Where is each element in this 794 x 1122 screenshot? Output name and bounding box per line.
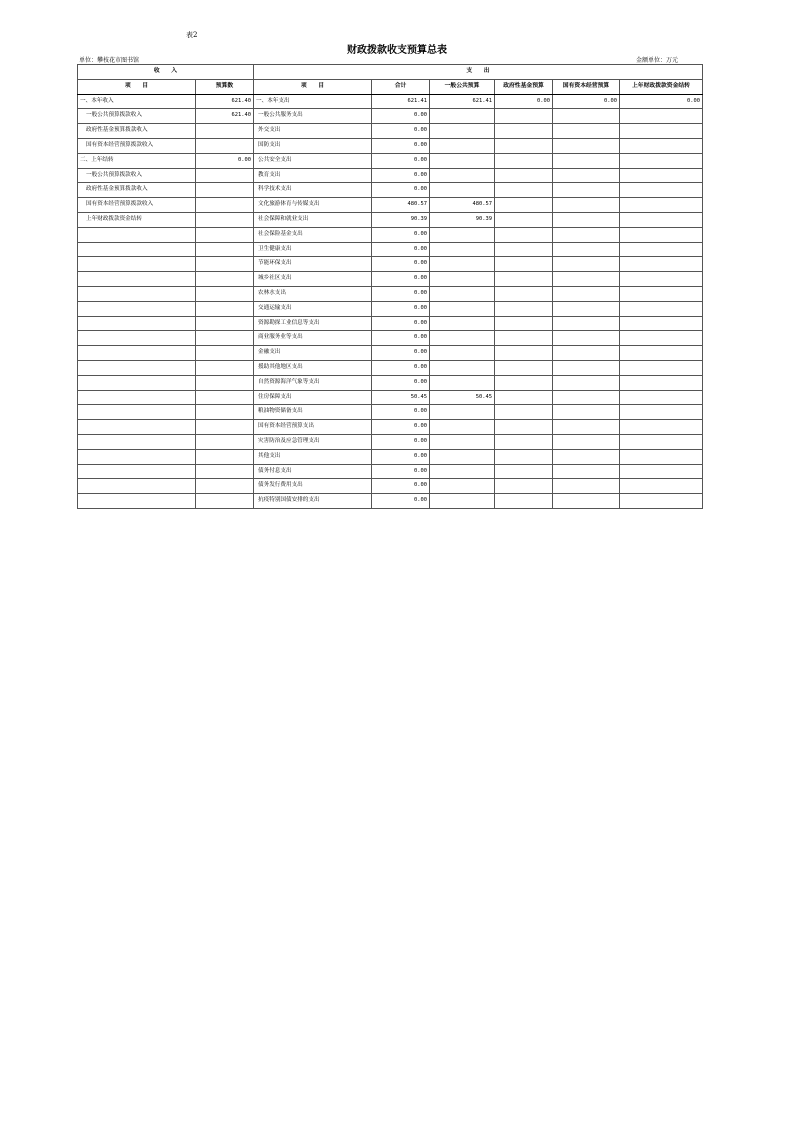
amount-unit-label: 金额单位：万元 — [636, 57, 679, 64]
income-item — [78, 346, 196, 361]
gov-fund-amount — [495, 227, 553, 242]
total-amount: 0.00 — [372, 494, 430, 509]
table-row — [78, 286, 703, 301]
general-budget-amount — [430, 360, 495, 375]
general-budget-amount — [430, 227, 495, 242]
state-capital-amount — [553, 138, 620, 153]
income-item — [78, 316, 196, 331]
income-amount — [196, 124, 254, 139]
expense-item: 教育支出 — [254, 168, 372, 183]
total-amount: 0.00 — [372, 272, 430, 287]
table-row — [78, 449, 703, 464]
state-capital-amount — [553, 346, 620, 361]
carryover-amount: 0.00 — [620, 94, 703, 109]
income-amount — [196, 420, 254, 435]
income-amount — [196, 212, 254, 227]
income-item — [78, 390, 196, 405]
carryover-amount — [620, 420, 703, 435]
state-capital-amount — [553, 183, 620, 198]
carryover-amount — [620, 360, 703, 375]
carryover-amount — [620, 212, 703, 227]
carryover-amount — [620, 227, 703, 242]
table-row — [78, 360, 703, 375]
income-item — [78, 434, 196, 449]
state-capital-amount — [553, 168, 620, 183]
gov-fund-amount — [495, 390, 553, 405]
state-capital-amount — [553, 360, 620, 375]
income-amount — [196, 405, 254, 420]
expense-item: 商业服务业等支出 — [254, 331, 372, 346]
gov-fund-amount — [495, 479, 553, 494]
expense-item: 科学技术支出 — [254, 183, 372, 198]
general-budget-amount — [430, 301, 495, 316]
gov-fund-amount — [495, 198, 553, 213]
income-item: 一、本年收入 — [78, 94, 196, 109]
table-row — [78, 168, 703, 183]
general-budget-amount: 50.45 — [430, 390, 495, 405]
state-capital-amount — [553, 301, 620, 316]
gov-fund-amount — [495, 183, 553, 198]
page-title: 财政拨款收支预算总表 — [347, 45, 447, 56]
expense-header: 支 出 — [254, 65, 703, 80]
table-row — [78, 138, 703, 153]
table-row — [78, 94, 703, 109]
total-amount: 0.00 — [372, 168, 430, 183]
total-amount: 0.00 — [372, 242, 430, 257]
gov-fund-amount — [495, 464, 553, 479]
general-budget-amount — [430, 183, 495, 198]
col-general-budget: 一般公共预算 — [430, 79, 495, 94]
carryover-amount — [620, 346, 703, 361]
total-amount: 0.00 — [372, 124, 430, 139]
state-capital-amount: 0.00 — [553, 94, 620, 109]
carryover-amount — [620, 198, 703, 213]
income-amount — [196, 449, 254, 464]
general-budget-amount — [430, 464, 495, 479]
income-amount — [196, 138, 254, 153]
expense-item: 一般公共服务支出 — [254, 109, 372, 124]
income-amount: 621.40 — [196, 94, 254, 109]
carryover-amount — [620, 242, 703, 257]
total-amount: 0.00 — [372, 301, 430, 316]
general-budget-amount — [430, 257, 495, 272]
carryover-amount — [620, 257, 703, 272]
total-amount: 0.00 — [372, 405, 430, 420]
total-amount: 0.00 — [372, 375, 430, 390]
expense-item: 债务付息支出 — [254, 464, 372, 479]
carryover-amount — [620, 479, 703, 494]
state-capital-amount — [553, 331, 620, 346]
income-item: 二、上年结转 — [78, 153, 196, 168]
gov-fund-amount — [495, 153, 553, 168]
table-row — [78, 420, 703, 435]
table-row — [78, 375, 703, 390]
income-amount — [196, 331, 254, 346]
total-amount: 0.00 — [372, 449, 430, 464]
carryover-amount — [620, 449, 703, 464]
total-amount: 0.00 — [372, 316, 430, 331]
total-amount: 0.00 — [372, 183, 430, 198]
gov-fund-amount — [495, 316, 553, 331]
state-capital-amount — [553, 420, 620, 435]
expense-item: 农林水支出 — [254, 286, 372, 301]
gov-fund-amount — [495, 272, 553, 287]
general-budget-amount: 480.57 — [430, 198, 495, 213]
table-row — [78, 124, 703, 139]
general-budget-amount — [430, 272, 495, 287]
income-amount — [196, 242, 254, 257]
table-row — [78, 227, 703, 242]
total-amount: 0.00 — [372, 331, 430, 346]
total-amount: 0.00 — [372, 360, 430, 375]
income-item: 政府性基金预算拨款收入 — [78, 124, 196, 139]
state-capital-amount — [553, 242, 620, 257]
state-capital-amount — [553, 212, 620, 227]
state-capital-amount — [553, 227, 620, 242]
table-number: 表2 — [186, 31, 198, 39]
general-budget-amount — [430, 375, 495, 390]
table-row — [78, 242, 703, 257]
carryover-amount — [620, 168, 703, 183]
state-capital-amount — [553, 494, 620, 509]
state-capital-amount — [553, 390, 620, 405]
income-amount — [196, 198, 254, 213]
income-amount — [196, 227, 254, 242]
income-amount — [196, 494, 254, 509]
carryover-amount — [620, 316, 703, 331]
gov-fund-amount — [495, 434, 553, 449]
income-item — [78, 301, 196, 316]
income-item — [78, 449, 196, 464]
gov-fund-amount — [495, 109, 553, 124]
expense-item: 援助其他地区支出 — [254, 360, 372, 375]
state-capital-amount — [553, 272, 620, 287]
total-amount: 0.00 — [372, 286, 430, 301]
carryover-amount — [620, 183, 703, 198]
gov-fund-amount: 0.00 — [495, 94, 553, 109]
income-item — [78, 286, 196, 301]
income-item: 政府性基金预算拨款收入 — [78, 183, 196, 198]
total-amount: 0.00 — [372, 464, 430, 479]
income-header: 收 入 — [78, 65, 254, 80]
income-amount — [196, 183, 254, 198]
state-capital-amount — [553, 109, 620, 124]
expense-item: 国防支出 — [254, 138, 372, 153]
income-item: 上年财政拨款资金结转 — [78, 212, 196, 227]
income-amount — [196, 464, 254, 479]
expense-item: 债务发行费用支出 — [254, 479, 372, 494]
table-row — [78, 272, 703, 287]
gov-fund-amount — [495, 375, 553, 390]
expense-item: 文化旅游体育与传媒支出 — [254, 198, 372, 213]
general-budget-amount — [430, 405, 495, 420]
col-total: 合计 — [372, 79, 430, 94]
state-capital-amount — [553, 479, 620, 494]
carryover-amount — [620, 375, 703, 390]
table-row — [78, 183, 703, 198]
income-amount: 0.00 — [196, 153, 254, 168]
expense-item: 外交支出 — [254, 124, 372, 139]
expense-item: 节能环保支出 — [254, 257, 372, 272]
expense-item: 灾害防治及应急管理支出 — [254, 434, 372, 449]
table-row — [78, 316, 703, 331]
table-row — [78, 198, 703, 213]
state-capital-amount — [553, 375, 620, 390]
general-budget-amount — [430, 109, 495, 124]
state-capital-amount — [553, 464, 620, 479]
gov-fund-amount — [495, 331, 553, 346]
expense-item: 卫生健康支出 — [254, 242, 372, 257]
income-item — [78, 494, 196, 509]
income-item: 一般公共预算拨款收入 — [78, 109, 196, 124]
col-income-item: 项 目 — [78, 79, 196, 94]
gov-fund-amount — [495, 286, 553, 301]
carryover-amount — [620, 109, 703, 124]
income-item — [78, 420, 196, 435]
table-row — [78, 434, 703, 449]
expense-item: 资源勘探工业信息等支出 — [254, 316, 372, 331]
col-gov-fund-budget: 政府性基金预算 — [495, 79, 553, 94]
table-row — [78, 153, 703, 168]
gov-fund-amount — [495, 346, 553, 361]
gov-fund-amount — [495, 212, 553, 227]
gov-fund-amount — [495, 242, 553, 257]
carryover-amount — [620, 153, 703, 168]
total-amount: 90.39 — [372, 212, 430, 227]
unit-label: 单位：攀枝花市图书馆 — [79, 57, 140, 64]
total-amount: 0.00 — [372, 138, 430, 153]
gov-fund-amount — [495, 168, 553, 183]
general-budget-amount: 90.39 — [430, 212, 495, 227]
income-amount — [196, 390, 254, 405]
state-capital-amount — [553, 257, 620, 272]
table-row — [78, 257, 703, 272]
carryover-amount — [620, 272, 703, 287]
table-row — [78, 464, 703, 479]
state-capital-amount — [553, 198, 620, 213]
carryover-amount — [620, 124, 703, 139]
income-amount — [196, 346, 254, 361]
state-capital-amount — [553, 405, 620, 420]
general-budget-amount — [430, 346, 495, 361]
income-item — [78, 479, 196, 494]
header-row-1 — [78, 65, 703, 80]
state-capital-amount — [553, 449, 620, 464]
total-amount: 0.00 — [372, 227, 430, 242]
carryover-amount — [620, 405, 703, 420]
general-budget-amount — [430, 316, 495, 331]
income-item — [78, 242, 196, 257]
carryover-amount — [620, 434, 703, 449]
income-item — [78, 331, 196, 346]
expense-item: 其他支出 — [254, 449, 372, 464]
col-carryover: 上年财政拨款资金结转 — [620, 79, 703, 94]
income-amount — [196, 257, 254, 272]
gov-fund-amount — [495, 257, 553, 272]
table-row — [78, 390, 703, 405]
budget-summary-table — [77, 64, 703, 509]
state-capital-amount — [553, 286, 620, 301]
income-item: 一般公共预算拨款收入 — [78, 168, 196, 183]
carryover-amount — [620, 494, 703, 509]
income-amount: 621.40 — [196, 109, 254, 124]
income-amount — [196, 168, 254, 183]
table-row — [78, 494, 703, 509]
carryover-amount — [620, 331, 703, 346]
income-amount — [196, 286, 254, 301]
income-item — [78, 375, 196, 390]
expense-item: 交通运输支出 — [254, 301, 372, 316]
carryover-amount — [620, 138, 703, 153]
carryover-amount — [620, 286, 703, 301]
table-row — [78, 331, 703, 346]
general-budget-amount — [430, 286, 495, 301]
state-capital-amount — [553, 153, 620, 168]
total-amount: 0.00 — [372, 109, 430, 124]
general-budget-amount — [430, 479, 495, 494]
expense-item: 粮油物资储备支出 — [254, 405, 372, 420]
col-state-capital-budget: 国有资本经营预算 — [553, 79, 620, 94]
income-amount — [196, 479, 254, 494]
carryover-amount — [620, 464, 703, 479]
col-expense-item: 项 目 — [254, 79, 372, 94]
carryover-amount — [620, 301, 703, 316]
general-budget-amount — [430, 420, 495, 435]
general-budget-amount — [430, 434, 495, 449]
total-amount: 0.00 — [372, 346, 430, 361]
carryover-amount — [620, 390, 703, 405]
total-amount: 0.00 — [372, 257, 430, 272]
income-item — [78, 360, 196, 375]
state-capital-amount — [553, 316, 620, 331]
income-item — [78, 257, 196, 272]
income-amount — [196, 434, 254, 449]
table-row — [78, 212, 703, 227]
gov-fund-amount — [495, 124, 553, 139]
expense-item: 抗疫特别国债安排的支出 — [254, 494, 372, 509]
income-item: 国有资本经营预算拨款收入 — [78, 138, 196, 153]
total-amount: 621.41 — [372, 94, 430, 109]
gov-fund-amount — [495, 494, 553, 509]
header-row-2 — [78, 79, 703, 94]
income-item — [78, 405, 196, 420]
expense-item: 公共安全支出 — [254, 153, 372, 168]
income-amount — [196, 360, 254, 375]
total-amount: 0.00 — [372, 153, 430, 168]
income-amount — [196, 316, 254, 331]
general-budget-amount — [430, 138, 495, 153]
general-budget-amount — [430, 449, 495, 464]
col-income-budget: 预算数 — [196, 79, 254, 94]
expense-item: 社会保障和就业支出 — [254, 212, 372, 227]
expense-item: 社会保险基金支出 — [254, 227, 372, 242]
table-row — [78, 479, 703, 494]
state-capital-amount — [553, 434, 620, 449]
table-row — [78, 346, 703, 361]
expense-item: 国有资本经营预算支出 — [254, 420, 372, 435]
expense-item: 城乡社区支出 — [254, 272, 372, 287]
income-item — [78, 464, 196, 479]
gov-fund-amount — [495, 360, 553, 375]
income-amount — [196, 272, 254, 287]
general-budget-amount — [430, 494, 495, 509]
income-item: 国有资本经营预算拨款收入 — [78, 198, 196, 213]
state-capital-amount — [553, 124, 620, 139]
general-budget-amount — [430, 124, 495, 139]
table-row — [78, 301, 703, 316]
gov-fund-amount — [495, 449, 553, 464]
expense-item: 住房保障支出 — [254, 390, 372, 405]
total-amount: 0.00 — [372, 479, 430, 494]
general-budget-amount: 621.41 — [430, 94, 495, 109]
expense-item: 金融支出 — [254, 346, 372, 361]
total-amount: 0.00 — [372, 420, 430, 435]
general-budget-amount — [430, 168, 495, 183]
gov-fund-amount — [495, 301, 553, 316]
gov-fund-amount — [495, 420, 553, 435]
expense-item: 自然资源海洋气象等支出 — [254, 375, 372, 390]
expense-item: 一、本年支出 — [254, 94, 372, 109]
income-amount — [196, 375, 254, 390]
total-amount: 50.45 — [372, 390, 430, 405]
total-amount: 0.00 — [372, 434, 430, 449]
income-amount — [196, 301, 254, 316]
income-item — [78, 227, 196, 242]
table-row — [78, 405, 703, 420]
general-budget-amount — [430, 331, 495, 346]
general-budget-amount — [430, 242, 495, 257]
total-amount: 480.57 — [372, 198, 430, 213]
table-row — [78, 109, 703, 124]
income-item — [78, 272, 196, 287]
general-budget-amount — [430, 153, 495, 168]
gov-fund-amount — [495, 138, 553, 153]
gov-fund-amount — [495, 405, 553, 420]
